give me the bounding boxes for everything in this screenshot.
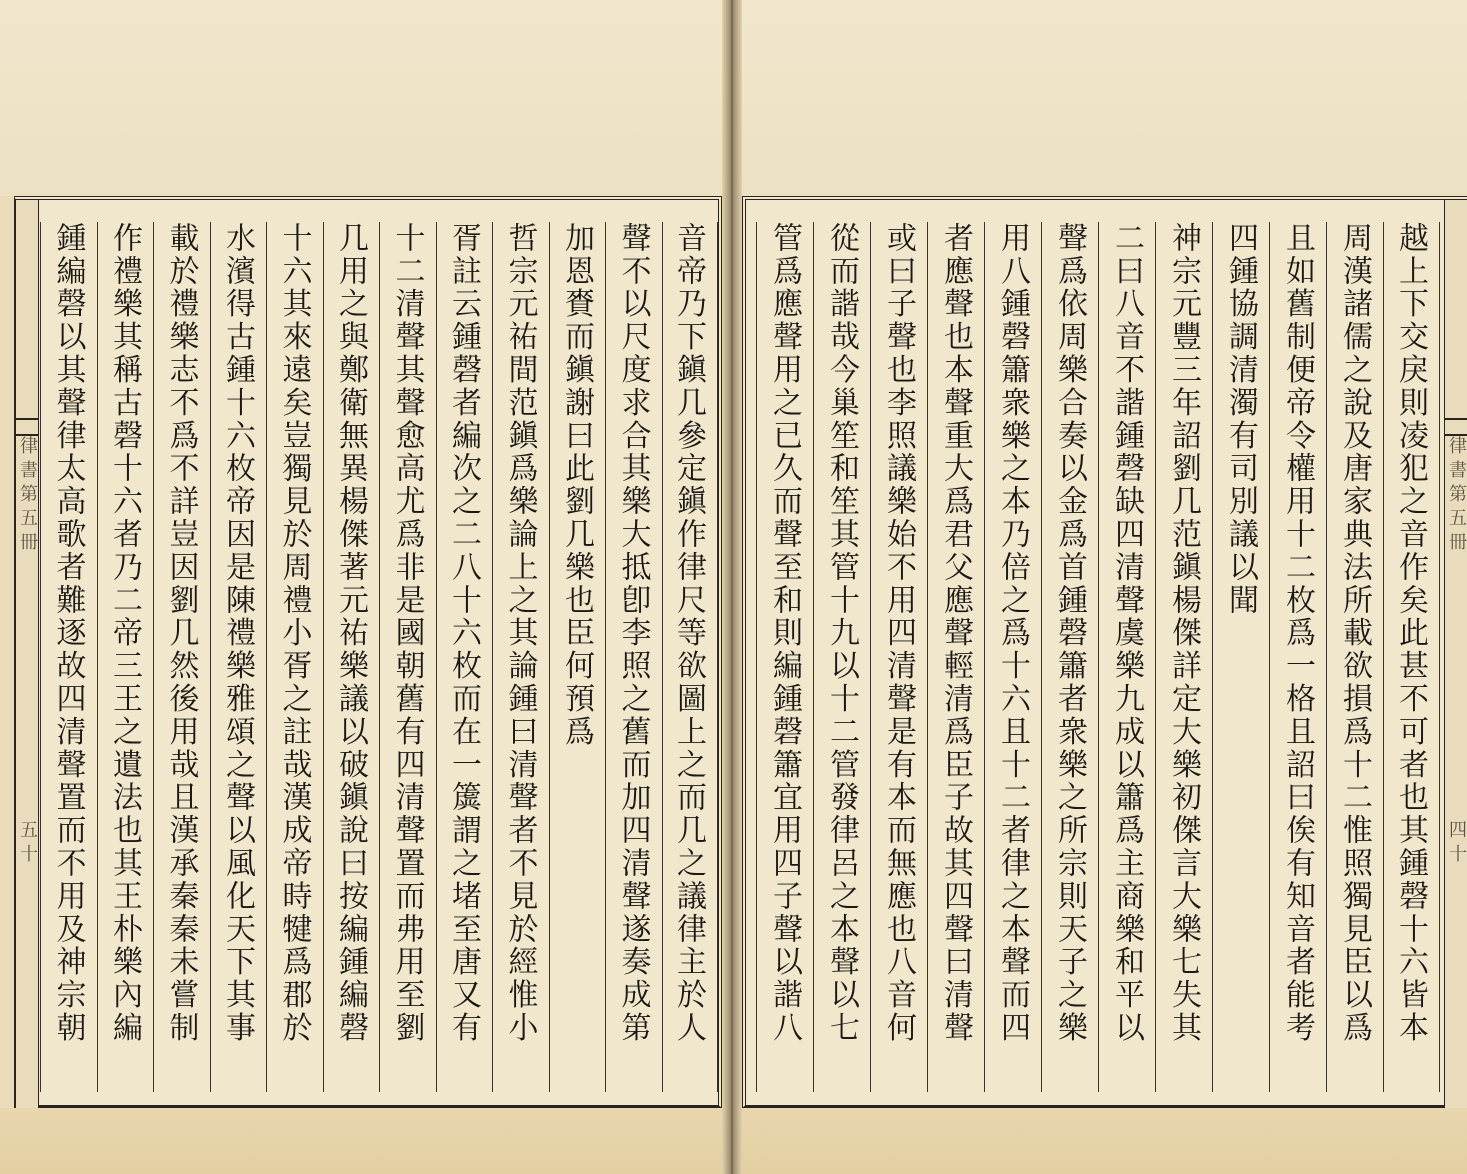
left-page (14, 196, 722, 1108)
text-column: 十二清聲其聲愈高尤爲非是國朝舊有四清聲置而弗用至劉 (379, 222, 436, 1092)
right-page (742, 196, 1467, 1108)
left-page-columns (40, 222, 718, 1092)
text-column: 哲宗元祐間范鎭爲樂論上之其論鍾曰清聲者不見於經惟小 (492, 222, 549, 1092)
text-column: 加恩賚而鎭謝曰此劉几樂也臣何預爲 (549, 222, 606, 1092)
text-column: 越上下交戾則凌犯之音作矣此甚不可者也其鍾磬十六皆本 (1383, 222, 1440, 1092)
text-column: 管爲應聲用之已久而聲至和則編鍾磬簫宜用四子聲以諧八 (756, 222, 813, 1092)
fishtail-mark (16, 418, 38, 436)
text-column: 二曰八音不諧鍾磬缺四清聲虞樂九成以簫爲主商樂和平以 (1098, 222, 1155, 1092)
text-column: 者應聲也本聲重大爲君父應聲輕清爲臣子故其四聲曰清聲 (927, 222, 984, 1092)
text-column: 或曰子聲也李照議樂始不用四清聲是有本而無應也八音何 (870, 222, 927, 1092)
text-column: 胥註云鍾磬者編次之二八十六枚而在一簴謂之堵至唐又有 (436, 222, 493, 1092)
text-column: 几用之與鄭衛無異楊傑著元祐樂議以破鎭說曰按編鍾編磬 (323, 222, 380, 1092)
fold-folio: 四十 (1446, 820, 1467, 868)
fold-title: 律書第五冊 (1446, 436, 1467, 556)
text-column: 十六其來遠矣豈獨見於周禮小胥之註哉漢成帝時犍爲郡於 (266, 222, 323, 1092)
right-page-columns (756, 222, 1440, 1092)
text-column: 四鍾協調清濁有司別議以聞 (1212, 222, 1269, 1092)
text-column: 鍾編磬以其聲律太高歌者難逐故四清聲置而不用及神宗朝 (40, 222, 97, 1092)
text-column: 聲爲依周樂合奏以金爲首鍾磬簫者衆樂之所宗則天子之樂 (1041, 222, 1098, 1092)
text-column: 聲不以尺度求合其樂大抵卽李照之舊而加四清聲遂奏成第 (605, 222, 662, 1092)
left-page-fold (16, 200, 39, 1108)
text-column: 且如舊制便帝令權用十二枚爲一格且詔曰俟有知音者能考 (1269, 222, 1326, 1092)
text-column: 載於禮樂志不爲不詳豈因劉几然後用哉且漢承秦秦未嘗制 (153, 222, 210, 1092)
text-column: 周漢諸儒之說及唐家典法所載欲損爲十二惟照獨見臣以爲 (1326, 222, 1383, 1092)
text-column: 用八鍾磬簫衆樂之本乃倍之爲十六且十二者律之本聲而四 (984, 222, 1041, 1092)
right-page-fold (1444, 200, 1467, 1108)
fold-title: 律書第五冊 (17, 436, 38, 556)
text-column: 水濱得古鍾十六枚帝因是陳禮樂雅頌之聲以風化天下其事 (210, 222, 267, 1092)
text-column: 作禮樂其稱古磬十六者乃二帝三王之遺法也其王朴樂內編 (97, 222, 154, 1092)
fold-folio: 五十 (17, 820, 38, 868)
book-gutter (722, 0, 742, 1174)
text-column: 從而諧哉今巢笙和笙其管十九以十二管發律呂之本聲以七 (813, 222, 870, 1092)
fishtail-mark (1445, 418, 1467, 436)
text-column: 神宗元豐三年詔劉几范鎭楊傑詳定大樂初傑言大樂七失其 (1155, 222, 1212, 1092)
text-column: 音帝乃下鎭几參定鎭作律尺等欲圖上之而几之議律主於人 (662, 222, 719, 1092)
